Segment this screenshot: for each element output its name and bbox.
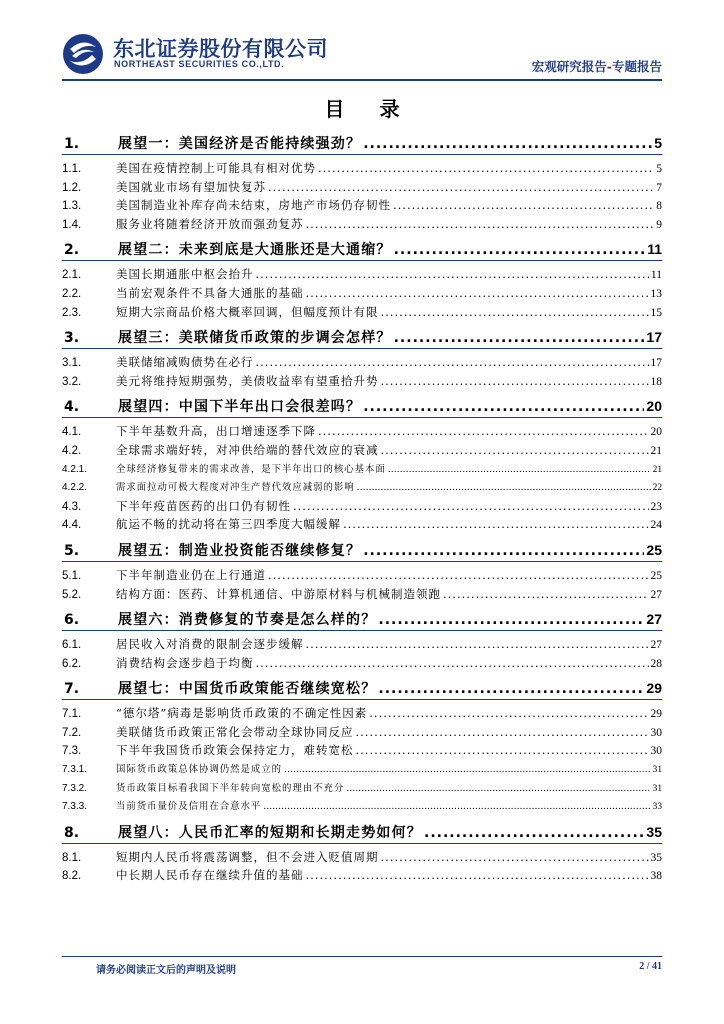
toc-entry-page: 21	[650, 444, 662, 457]
report-type: 宏观研究报告-专题报告	[531, 59, 662, 74]
toc-subsection-entry[interactable]	[62, 798, 662, 817]
toc-section-entry[interactable]	[62, 742, 662, 761]
toc-entry-title: 当前宏观条件不具备大通胀的基础	[116, 285, 304, 300]
toc-entry-number: 4.	[64, 399, 80, 416]
toc-leader-dots	[256, 656, 649, 670]
toc-entry-page: 35	[646, 823, 662, 840]
toc-entry-title: 中长期人民币存在继续升值的基础	[116, 868, 304, 883]
toc-entry-number: 4.2.1.	[62, 463, 88, 475]
toc-entry-title: 美国制造业补库存尚未结束，房地产市场仍存韧性	[116, 198, 391, 213]
toc-leader-dots	[318, 161, 654, 175]
toc-entry-title: 展望六：消费修复的节奏是怎么样的？	[118, 612, 377, 629]
toc-entry-title: 当前货币量价及信用在合意水平	[116, 801, 262, 813]
toc-leader-dots	[268, 568, 649, 582]
toc-leader-dots	[363, 136, 652, 152]
toc-entry-page: 33	[652, 802, 662, 813]
toc-leader-dots	[256, 355, 649, 369]
toc-entry-page: 5	[656, 163, 662, 175]
toc-entry-number: 8.1.	[62, 851, 82, 864]
toc-section-entry[interactable]	[62, 179, 662, 198]
toc-subsection-entry[interactable]	[62, 479, 662, 498]
toc-entry-number: 2.1.	[62, 269, 82, 282]
toc-entry-number: 3.1.	[62, 357, 82, 370]
toc-leader-dots	[388, 464, 651, 475]
toc-entry-page: 30	[650, 745, 662, 758]
toc-entry-number: 7.1.	[62, 708, 82, 721]
toc-chapter-entry[interactable]	[62, 678, 662, 700]
toc-entry-number: 4.2.2.	[62, 482, 88, 494]
toc-entry-number: 7.	[64, 681, 80, 698]
table-of-contents	[62, 128, 662, 886]
toc-entry-title: 需求面拉动可极大程度对冲生产替代效应减弱的影响	[116, 482, 355, 494]
toc-entry-page: 30	[650, 726, 662, 739]
toc-entry-page: 23	[650, 500, 662, 513]
toc-chapter-entry[interactable]	[62, 327, 662, 349]
toc-leader-dots	[306, 868, 649, 882]
toc-entry-title: 下半年制造业仍在上行通道	[116, 567, 266, 582]
toc-leader-dots	[346, 783, 650, 794]
toc-entry-page: 20	[650, 426, 662, 439]
toc-entry-number: 2.3.	[62, 306, 82, 319]
toc-entry-number: 2.2.	[62, 287, 82, 300]
page-number: 2 / 41	[639, 961, 662, 972]
toc-entry-number: 3.	[64, 330, 80, 347]
toc-leader-dots	[381, 443, 649, 457]
toc-leader-dots	[363, 399, 644, 415]
toc-entry-title: 结构方面：医药、计算机通信、中游原材料与机械制造领跑	[116, 586, 441, 601]
toc-leader-dots	[263, 801, 650, 812]
toc-entry-number: 7.2.	[62, 726, 82, 739]
toc-leader-dots	[394, 242, 646, 258]
toc-entry-title: 短期内人民币将震荡调整，但不会进入贬值周期	[116, 849, 379, 864]
toc-entry-page: 9	[656, 218, 662, 231]
toc-chapter-entry[interactable]	[62, 396, 662, 418]
toc-entry-number: 8.	[64, 824, 80, 841]
toc-entry-number: 4.2.	[62, 444, 82, 457]
toc-entry-title: 全球经济修复带来的需求改善，是下半年出口的核心基本面	[116, 463, 386, 475]
toc-entry-page: 27	[650, 639, 662, 652]
toc-entry-page: 18	[650, 375, 662, 388]
toc-leader-dots	[256, 267, 649, 281]
toc-chapter-entry[interactable]	[62, 133, 662, 155]
toc-entry-page: 29	[646, 680, 662, 697]
toc-leader-dots	[369, 706, 648, 720]
toc-entry-number: 5.1.	[62, 569, 82, 582]
toc-entry-page: 31	[652, 783, 662, 794]
toc-section-entry[interactable]	[62, 423, 662, 442]
toc-section-entry[interactable]	[62, 724, 662, 743]
toc-entry-number: 7.3.3.	[62, 801, 88, 813]
toc-entry-page: 8	[656, 200, 662, 213]
toc-subsection-entry[interactable]	[62, 461, 662, 480]
toc-entry-title: 展望八：人民币汇率的短期和长期走势如何？	[118, 824, 422, 841]
toc-leader-dots	[268, 180, 654, 194]
toc-entry-title: 展望五：制造业投资能否继续修复？	[118, 542, 362, 559]
toc-entry-title: 消费结构会逐步趋于均衡	[116, 655, 254, 670]
toc-subsection-entry[interactable]	[62, 780, 662, 799]
toc-entry-title: 美国长期通胀中枢会抬升	[116, 267, 254, 282]
toc-entry-page: 25	[646, 541, 662, 558]
toc-entry-title: 展望一：美国经济是否能持续强劲？	[118, 136, 362, 152]
toc-title: 目 录	[324, 97, 414, 121]
toc-entry-page: 31	[652, 765, 662, 776]
page-header	[0, 0, 724, 80]
toc-leader-dots	[318, 424, 649, 438]
toc-entry-title: 美国就业市场有望加快复苏	[116, 179, 266, 194]
toc-entry-number: 7.3.	[62, 745, 82, 758]
toc-leader-dots	[381, 850, 649, 864]
toc-entry-number: 1.3.	[62, 200, 82, 213]
toc-section-entry[interactable]	[62, 498, 662, 517]
toc-leader-dots	[424, 825, 644, 841]
toc-leader-dots	[306, 637, 649, 651]
toc-entry-number: 4.1.	[62, 426, 82, 439]
toc-entry-page: 24	[650, 519, 662, 532]
toc-entry-title: 下半年我国货币政策会保持定力，难转宽松	[116, 743, 354, 758]
company-name-en: NORTHEAST SECURITIES CO.,LTD.	[114, 59, 285, 69]
toc-entry-page: 27	[646, 611, 662, 628]
toc-entry-number: 7.3.2.	[62, 782, 88, 794]
toc-entry-number: 5.2.	[62, 588, 82, 601]
toc-entry-title: 航运不畅的扰动将在第三四季度大幅缓解	[116, 517, 341, 532]
toc-entry-page: 17	[650, 357, 662, 370]
company-name-cn: 东北证券股份有限公司	[113, 37, 328, 61]
toc-chapter-entry[interactable]	[62, 822, 662, 844]
toc-section-entry[interactable]	[62, 373, 662, 392]
toc-section-entry[interactable]	[62, 197, 662, 216]
toc-leader-dots	[284, 764, 651, 775]
toc-entry-page: 15	[650, 306, 662, 319]
toc-leader-dots	[306, 286, 649, 300]
toc-leader-dots	[394, 330, 645, 346]
toc-section-entry[interactable]	[62, 160, 662, 179]
toc-entry-number: 4.3.	[62, 500, 82, 513]
toc-entry-page: 11	[647, 241, 662, 258]
disclaimer-note: 请务必阅读正文后的声明及说明	[96, 965, 236, 976]
toc-entry-page: 21	[652, 464, 662, 475]
toc-leader-dots	[356, 743, 649, 757]
toc-entry-number: 1.1.	[62, 163, 82, 175]
toc-section-entry[interactable]	[62, 266, 662, 285]
toc-section-entry[interactable]	[62, 849, 662, 868]
toc-entry-title: 展望七：中国货币政策能否继续宽松？	[118, 681, 377, 698]
toc-entry-number: 5.	[64, 542, 80, 559]
toc-entry-title: 短期大宗商品价格大概率回调，但幅度预计有限	[116, 304, 379, 319]
toc-entry-page: 28	[650, 657, 662, 670]
toc-leader-dots	[381, 374, 649, 388]
toc-entry-page: 27	[650, 588, 662, 601]
toc-section-entry[interactable]	[62, 442, 662, 461]
toc-entry-number: 6.	[64, 612, 80, 629]
toc-section-entry[interactable]	[62, 516, 662, 535]
toc-section-entry[interactable]	[62, 636, 662, 655]
toc-entry-page: 7	[656, 181, 662, 194]
toc-entry-number: 7.3.1.	[62, 764, 88, 776]
toc-entry-number: 1.2.	[62, 181, 82, 194]
toc-entry-title: 展望三：美联储货币政策的步调会怎样？	[118, 330, 392, 347]
toc-entry-title: 货币政策目标看我国下半年转向宽松的理由不充分	[116, 782, 345, 794]
footer-divider	[62, 956, 662, 957]
toc-entry-title: 美国在疫情控制上可能具有相对优势	[116, 161, 316, 175]
toc-entry-page: 13	[650, 287, 662, 300]
toc-section-entry[interactable]	[62, 216, 662, 235]
toc-leader-dots	[343, 517, 649, 531]
toc-entry-title: 美元将维持短期强势，美债收益率有望重拾升势	[116, 373, 379, 388]
toc-leader-dots	[306, 217, 655, 231]
toc-entry-page: 20	[646, 398, 662, 415]
toc-entry-page: 5	[654, 135, 662, 151]
toc-entry-title: 美联储货币政策正常化会带动全球协同反应	[116, 724, 354, 739]
toc-entry-number: 6.1.	[62, 639, 82, 652]
toc-entry-number: 4.4.	[62, 519, 82, 532]
toc-entry-page: 25	[650, 569, 662, 582]
toc-entry-title: 服务业将随着经济开放而强劲复苏	[116, 216, 304, 231]
toc-leader-dots	[378, 681, 644, 697]
header-divider	[62, 79, 662, 81]
toc-leader-dots	[363, 543, 644, 559]
toc-leader-dots	[443, 587, 649, 601]
toc-entry-number: 6.2.	[62, 657, 82, 670]
toc-subsection-entry[interactable]	[62, 761, 662, 780]
toc-chapter-entry[interactable]	[62, 540, 662, 562]
toc-entry-title: 展望四：中国下半年出口会很差吗？	[118, 399, 362, 416]
toc-section-entry[interactable]	[62, 655, 662, 674]
toc-entry-number: 3.2.	[62, 375, 82, 388]
toc-section-entry[interactable]	[62, 567, 662, 586]
toc-section-entry[interactable]	[62, 304, 662, 323]
toc-section-entry[interactable]	[62, 354, 662, 373]
toc-entry-title: 居民收入对消费的限制会逐步缓解	[116, 637, 304, 652]
toc-entry-page: 22	[652, 483, 662, 494]
toc-entry-page: 11	[650, 269, 662, 282]
toc-entry-page: 38	[650, 870, 662, 883]
toc-entry-title: 下半年疫苗医药的出口仍有韧性	[116, 498, 291, 513]
toc-leader-dots	[381, 305, 649, 319]
toc-entry-number: 8.2.	[62, 870, 82, 883]
toc-chapter-entry[interactable]	[62, 239, 662, 261]
toc-leader-dots	[393, 198, 654, 212]
northeast-securities-logo-icon	[62, 33, 104, 75]
toc-entry-title: 展望二：未来到底是大通胀还是大通缩？	[118, 242, 392, 259]
toc-entry-title: 国际货币政策总体协调仍然是成立的	[116, 764, 283, 776]
toc-entry-number: 1.4.	[62, 218, 82, 231]
toc-section-entry[interactable]	[62, 586, 662, 605]
toc-leader-dots	[378, 612, 644, 628]
toc-leader-dots	[357, 482, 651, 493]
toc-section-entry[interactable]	[62, 705, 662, 724]
toc-entry-title: 全球需求端好转，对冲供给端的替代效应的衰减	[116, 442, 379, 457]
toc-entry-page: 17	[646, 329, 662, 346]
toc-entry-title: 下半年基数升高，出口增速逐季下降	[116, 424, 316, 439]
toc-leader-dots	[293, 499, 649, 513]
toc-entry-page: 29	[650, 708, 662, 721]
toc-chapter-entry[interactable]	[62, 609, 662, 631]
toc-section-entry[interactable]	[62, 285, 662, 304]
toc-entry-title: “德尔塔”病毒是影响货币政策的不确定性因素	[116, 706, 368, 721]
toc-section-entry[interactable]	[62, 867, 662, 886]
toc-leader-dots	[356, 725, 649, 739]
toc-entry-title: 美联储缩减购债势在必行	[116, 355, 254, 370]
toc-entry-number: 2.	[64, 242, 80, 259]
toc-entry-page: 35	[650, 851, 662, 864]
toc-entry-number: 1.	[64, 136, 80, 152]
